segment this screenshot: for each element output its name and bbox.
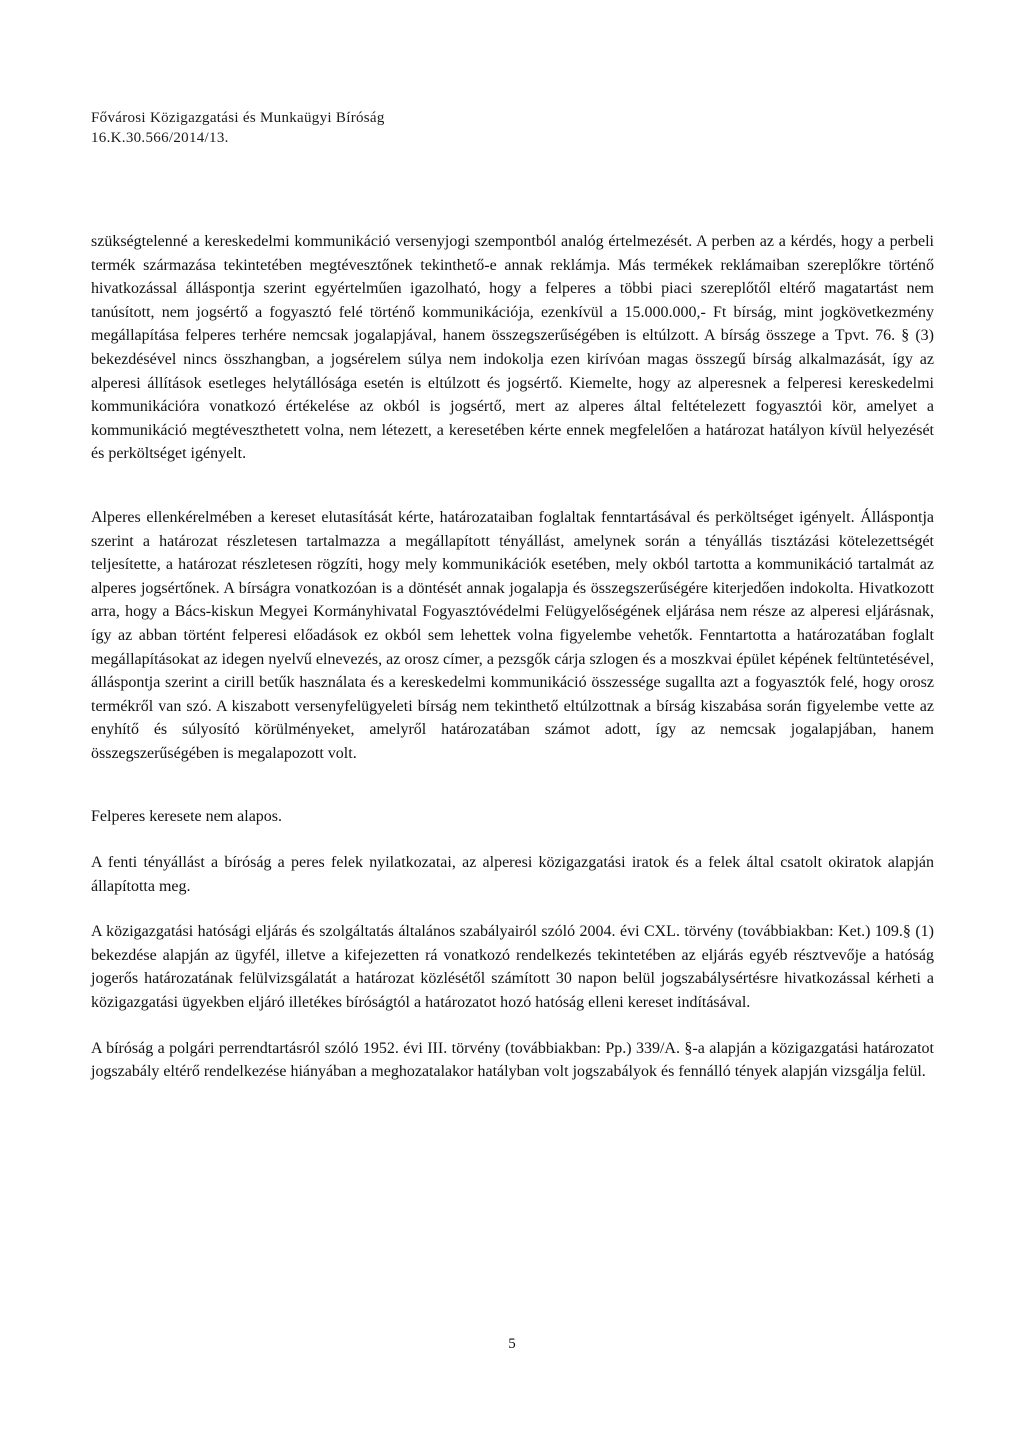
paragraph: A közigazgatási hatósági eljárás és szolgáltatás általános szabályairól szóló 2004. évi CXL. törvény (továbbiakban: Ket.) 109.§ (1) bekezdése alapján az ügyfél, illetve a kifejezetten rá vonatkozó rendelkezés tekintetében az eljárás egyéb résztvevője a hatóság jogerős határozatának felülvizsgálatát a határozat közlésétől számított 30 napon belül jogszabálysértésre hivatkozással kérheti a közigazgatási ügyekben eljáró illetékes bíróságtól a határozatot hozó hatóság elleni kereset indításával. [91,923,934,1012]
document-header [91,108,385,148]
paragraph: A fenti tényállást a bíróság a peres felek nyilatkozatai, az alperesi közigazgatási iratok és a felek által csatolt okiratok alapján állapította meg. [91,854,934,895]
court-name: Fővárosi Közigazgatási és Munkaügyi Bíróság [91,110,385,126]
paragraph: Felperes keresete nem alapos. [91,808,283,826]
case-number: 16.K.30.566/2014/13. [91,130,229,146]
document-body [91,230,934,1106]
paragraph: A bíróság a polgári perrendtartásról szóló 1952. évi III. törvény (továbbiakban: Pp.) 339/A. §-a alapján a közigazgatási határozatot jogszabály eltérő rendelkezése hiányában a meghozatalakor hatályban volt jogszabályok és fennálló tények alapján vizsgálja felül. [91,1039,934,1081]
page-number: 5 [508,1336,516,1352]
paragraph: szükségtelenné a kereskedelmi kommunikáció versenyjogi szempontból analóg értelmezését. A perben az a kérdés, hogy a perbeli termék származása tekintetében megtévesztőnek tekinthető-e annak reklámja. Más termékek reklámaiban szereplőkre történő hivatkozással álláspontja szerint egyértelműen igazolható, hogy a felperes a többi piaci szereplőtől eltérő magatartást nem tanúsított, nem jogsértő a fogyasztó felé történő kommunikációja, ezenkívül a 15.000.000,- Ft bírság, mint jogkövetkezmény megállapítása felperes terhére nemcsak jogalapjával, hanem összegszerűségében is eltúlzott. A bírság összege a Tpvt. 76. § (3) bekezdésével nincs összhangban, a jogsérelem súlya nem indokolja ezen kirívóan magas összegű bírság alkalmazását, így az alperesi állítások esetleges helytállósága esetén is eltúlzott és jogsértő. Kiemelte, hogy az alperesnek a felperesi kereskedelmi kommunikációra vonatkozó értékelése az okból is jogsértő, mert az alperes által feltételezett fogyasztói kör, amelyet a kommunikáció megtéveszthetett volna, nem létezett, a keresetében kérte ennek megfelelően a határozat hatályon kívül helyezését és perköltséget igényelt. [91,233,934,463]
paragraph: Alperes ellenkérelmében a kereset elutasítását kérte, határozataiban foglaltak fenntartásával és perköltséget igényelt. Álláspontja szerint a határozat részletesen tartalmazza a megállapított tényállást, amelynek során a tényállás tisztázási kötelezettségét teljesítette, a határozat részletesen rögzíti, hogy mely kommunikációk esetében, mely okból tartotta a kommunikáció tartalmát az alperes jogsértőnek. A bírságra vonatkozóan is a döntését annak jogalapja és összegszerűségére kiterjedően indokolta. Hivatkozott arra, hogy a Bács-kiskun Megyei Kormányhivatal Fogyasztóvédelmi Felügyelőségének eljárása nem része az alperesi eljárásnak, így az abban történt felperesi előadások ez okból sem lehettek volna figyelembe vehetők. Fenntartotta a határozatában foglalt megállapításokat az idegen nyelvű elnevezés, az orosz címer, a pezsgők cárja szlogen és a moszkvai épület képének feltüntetésével, álláspontja szerint a cirill betűk használata és a kereskedelmi kommunikáció összessége sugallta azt a fogyasztók felé, hogy orosz termékről van szó. A kiszabott versenyfelügyeleti bírság nem tekinthető eltúlzottnak a bírság kiszabása során figyelembe vette az enyhítő és súlyosító körülményeket, amelyről határozatában számot adott, így az nemcsak jogalapjában, hanem összegszerűségében is megalapozott volt. [91,508,934,762]
